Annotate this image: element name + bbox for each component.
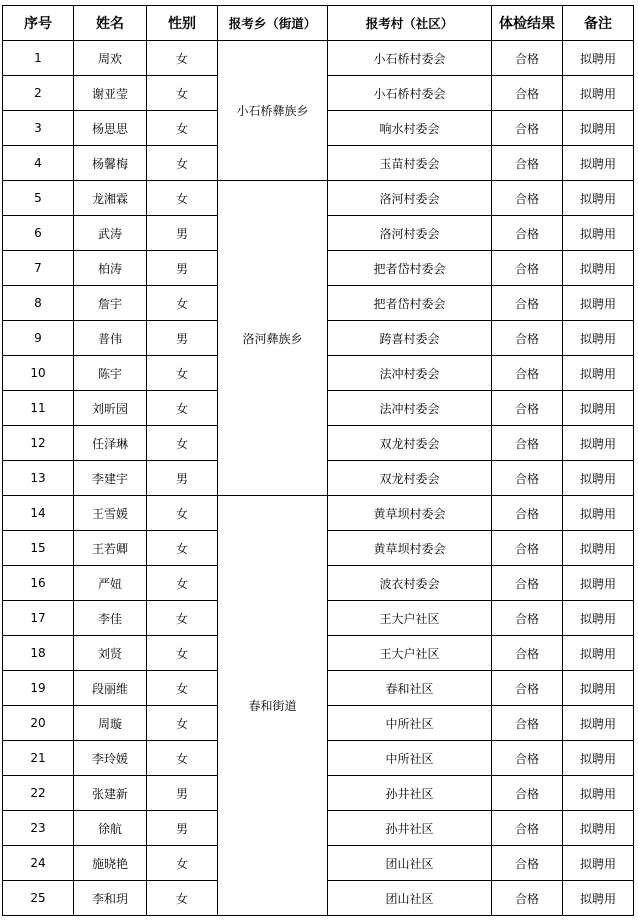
cell-name: 龙湘霖 [74, 181, 147, 216]
cell-gender: 女 [147, 846, 218, 881]
cell-note: 拟聘用 [563, 531, 634, 566]
cell-name: 刘贤 [74, 636, 147, 671]
cell-gender: 女 [147, 601, 218, 636]
cell-no: 6 [3, 216, 74, 251]
cell-name: 李建宇 [74, 461, 147, 496]
cell-village: 小石桥村委会 [328, 76, 492, 111]
cell-village: 团山社区 [328, 881, 492, 916]
cell-village: 中所社区 [328, 741, 492, 776]
cell-village: 法冲村委会 [328, 391, 492, 426]
cell-name: 陈宇 [74, 356, 147, 391]
cell-note: 拟聘用 [563, 181, 634, 216]
cell-village: 团山社区 [328, 846, 492, 881]
cell-village: 跨喜村委会 [328, 321, 492, 356]
header-note: 备注 [563, 6, 634, 41]
cell-result: 合格 [492, 601, 563, 636]
header-village: 报考村（社区） [328, 6, 492, 41]
cell-result: 合格 [492, 881, 563, 916]
cell-village: 中所社区 [328, 706, 492, 741]
cell-result: 合格 [492, 321, 563, 356]
cell-name: 段丽维 [74, 671, 147, 706]
cell-name: 张建新 [74, 776, 147, 811]
cell-gender: 女 [147, 741, 218, 776]
cell-no: 13 [3, 461, 74, 496]
cell-note: 拟聘用 [563, 391, 634, 426]
cell-note: 拟聘用 [563, 741, 634, 776]
cell-gender: 男 [147, 776, 218, 811]
cell-gender: 男 [147, 216, 218, 251]
header-result: 体检结果 [492, 6, 563, 41]
cell-no: 1 [3, 41, 74, 76]
cell-village: 黄草坝村委会 [328, 496, 492, 531]
cell-result: 合格 [492, 636, 563, 671]
cell-no: 25 [3, 881, 74, 916]
cell-no: 10 [3, 356, 74, 391]
cell-town: 洛河彝族乡 [218, 181, 328, 496]
cell-note: 拟聘用 [563, 461, 634, 496]
header-town: 报考乡（街道） [218, 6, 328, 41]
cell-village: 把者岱村委会 [328, 251, 492, 286]
cell-no: 12 [3, 426, 74, 461]
cell-result: 合格 [492, 356, 563, 391]
cell-gender: 女 [147, 671, 218, 706]
cell-name: 王若卿 [74, 531, 147, 566]
cell-no: 17 [3, 601, 74, 636]
cell-name: 杨思思 [74, 111, 147, 146]
cell-gender: 女 [147, 706, 218, 741]
cell-name: 周欢 [74, 41, 147, 76]
cell-no: 16 [3, 566, 74, 601]
cell-note: 拟聘用 [563, 286, 634, 321]
cell-note: 拟聘用 [563, 601, 634, 636]
cell-village: 玉苗村委会 [328, 146, 492, 181]
cell-no: 7 [3, 251, 74, 286]
cell-result: 合格 [492, 706, 563, 741]
cell-gender: 男 [147, 461, 218, 496]
cell-no: 18 [3, 636, 74, 671]
cell-name: 谢亚莹 [74, 76, 147, 111]
cell-name: 柏涛 [74, 251, 147, 286]
cell-note: 拟聘用 [563, 356, 634, 391]
cell-town: 小石桥彝族乡 [218, 41, 328, 181]
cell-name: 杨馨梅 [74, 146, 147, 181]
cell-note: 拟聘用 [563, 566, 634, 601]
cell-gender: 男 [147, 811, 218, 846]
cell-name: 李玲媛 [74, 741, 147, 776]
table-row [3, 181, 634, 216]
header-no: 序号 [3, 6, 74, 41]
cell-village: 黄草坝村委会 [328, 531, 492, 566]
cell-name: 武涛 [74, 216, 147, 251]
cell-no: 24 [3, 846, 74, 881]
cell-no: 5 [3, 181, 74, 216]
cell-gender: 女 [147, 286, 218, 321]
cell-result: 合格 [492, 146, 563, 181]
cell-result: 合格 [492, 461, 563, 496]
cell-note: 拟聘用 [563, 41, 634, 76]
cell-village: 王大户社区 [328, 601, 492, 636]
cell-village: 响水村委会 [328, 111, 492, 146]
cell-no: 19 [3, 671, 74, 706]
cell-no: 14 [3, 496, 74, 531]
cell-village: 春和社区 [328, 671, 492, 706]
cell-no: 4 [3, 146, 74, 181]
cell-no: 20 [3, 706, 74, 741]
cell-result: 合格 [492, 391, 563, 426]
cell-result: 合格 [492, 846, 563, 881]
cell-gender: 女 [147, 356, 218, 391]
cell-name: 徐航 [74, 811, 147, 846]
cell-gender: 男 [147, 321, 218, 356]
cell-name: 严妞 [74, 566, 147, 601]
cell-gender: 女 [147, 146, 218, 181]
cell-village: 洛河村委会 [328, 181, 492, 216]
cell-result: 合格 [492, 181, 563, 216]
cell-note: 拟聘用 [563, 776, 634, 811]
header-name: 姓名 [74, 6, 147, 41]
cell-village: 孙井社区 [328, 776, 492, 811]
cell-name: 施晓艳 [74, 846, 147, 881]
cell-note: 拟聘用 [563, 216, 634, 251]
cell-name: 刘昕园 [74, 391, 147, 426]
header-row [3, 6, 634, 41]
cell-result: 合格 [492, 811, 563, 846]
cell-no: 2 [3, 76, 74, 111]
cell-result: 合格 [492, 496, 563, 531]
cell-gender: 女 [147, 636, 218, 671]
cell-no: 22 [3, 776, 74, 811]
table-row [3, 41, 634, 76]
cell-result: 合格 [492, 531, 563, 566]
roster-table [2, 5, 634, 916]
cell-village: 双龙村委会 [328, 426, 492, 461]
cell-gender: 男 [147, 251, 218, 286]
cell-no: 23 [3, 811, 74, 846]
cell-note: 拟聘用 [563, 881, 634, 916]
cell-note: 拟聘用 [563, 251, 634, 286]
cell-no: 15 [3, 531, 74, 566]
cell-note: 拟聘用 [563, 671, 634, 706]
header-gender: 性别 [147, 6, 218, 41]
cell-note: 拟聘用 [563, 111, 634, 146]
cell-village: 王大户社区 [328, 636, 492, 671]
cell-result: 合格 [492, 41, 563, 76]
cell-name: 詹宇 [74, 286, 147, 321]
cell-result: 合格 [492, 426, 563, 461]
cell-note: 拟聘用 [563, 496, 634, 531]
cell-town: 春和街道 [218, 496, 328, 916]
cell-gender: 女 [147, 566, 218, 601]
cell-no: 9 [3, 321, 74, 356]
cell-name: 李佳 [74, 601, 147, 636]
cell-result: 合格 [492, 76, 563, 111]
cell-gender: 女 [147, 496, 218, 531]
cell-result: 合格 [492, 671, 563, 706]
table-row [3, 496, 634, 531]
cell-gender: 女 [147, 531, 218, 566]
cell-village: 洛河村委会 [328, 216, 492, 251]
cell-result: 合格 [492, 286, 563, 321]
roster-body [3, 41, 634, 916]
cell-name: 李和玥 [74, 881, 147, 916]
cell-note: 拟聘用 [563, 426, 634, 461]
cell-result: 合格 [492, 776, 563, 811]
cell-gender: 女 [147, 181, 218, 216]
cell-note: 拟聘用 [563, 636, 634, 671]
cell-name: 周璇 [74, 706, 147, 741]
cell-village: 法冲村委会 [328, 356, 492, 391]
cell-note: 拟聘用 [563, 321, 634, 356]
cell-village: 把者岱村委会 [328, 286, 492, 321]
cell-note: 拟聘用 [563, 811, 634, 846]
cell-note: 拟聘用 [563, 146, 634, 181]
cell-note: 拟聘用 [563, 846, 634, 881]
cell-gender: 女 [147, 426, 218, 461]
cell-village: 小石桥村委会 [328, 41, 492, 76]
cell-no: 8 [3, 286, 74, 321]
cell-result: 合格 [492, 111, 563, 146]
cell-no: 21 [3, 741, 74, 776]
cell-no: 3 [3, 111, 74, 146]
cell-result: 合格 [492, 741, 563, 776]
cell-gender: 女 [147, 76, 218, 111]
cell-note: 拟聘用 [563, 706, 634, 741]
cell-gender: 女 [147, 41, 218, 76]
cell-no: 11 [3, 391, 74, 426]
cell-name: 王雪媛 [74, 496, 147, 531]
cell-result: 合格 [492, 216, 563, 251]
cell-result: 合格 [492, 251, 563, 286]
cell-note: 拟聘用 [563, 76, 634, 111]
cell-gender: 女 [147, 391, 218, 426]
cell-village: 波衣村委会 [328, 566, 492, 601]
cell-village: 孙井社区 [328, 811, 492, 846]
cell-name: 普伟 [74, 321, 147, 356]
cell-gender: 女 [147, 111, 218, 146]
cell-village: 双龙村委会 [328, 461, 492, 496]
cell-gender: 女 [147, 881, 218, 916]
cell-result: 合格 [492, 566, 563, 601]
cell-name: 任泽琳 [74, 426, 147, 461]
